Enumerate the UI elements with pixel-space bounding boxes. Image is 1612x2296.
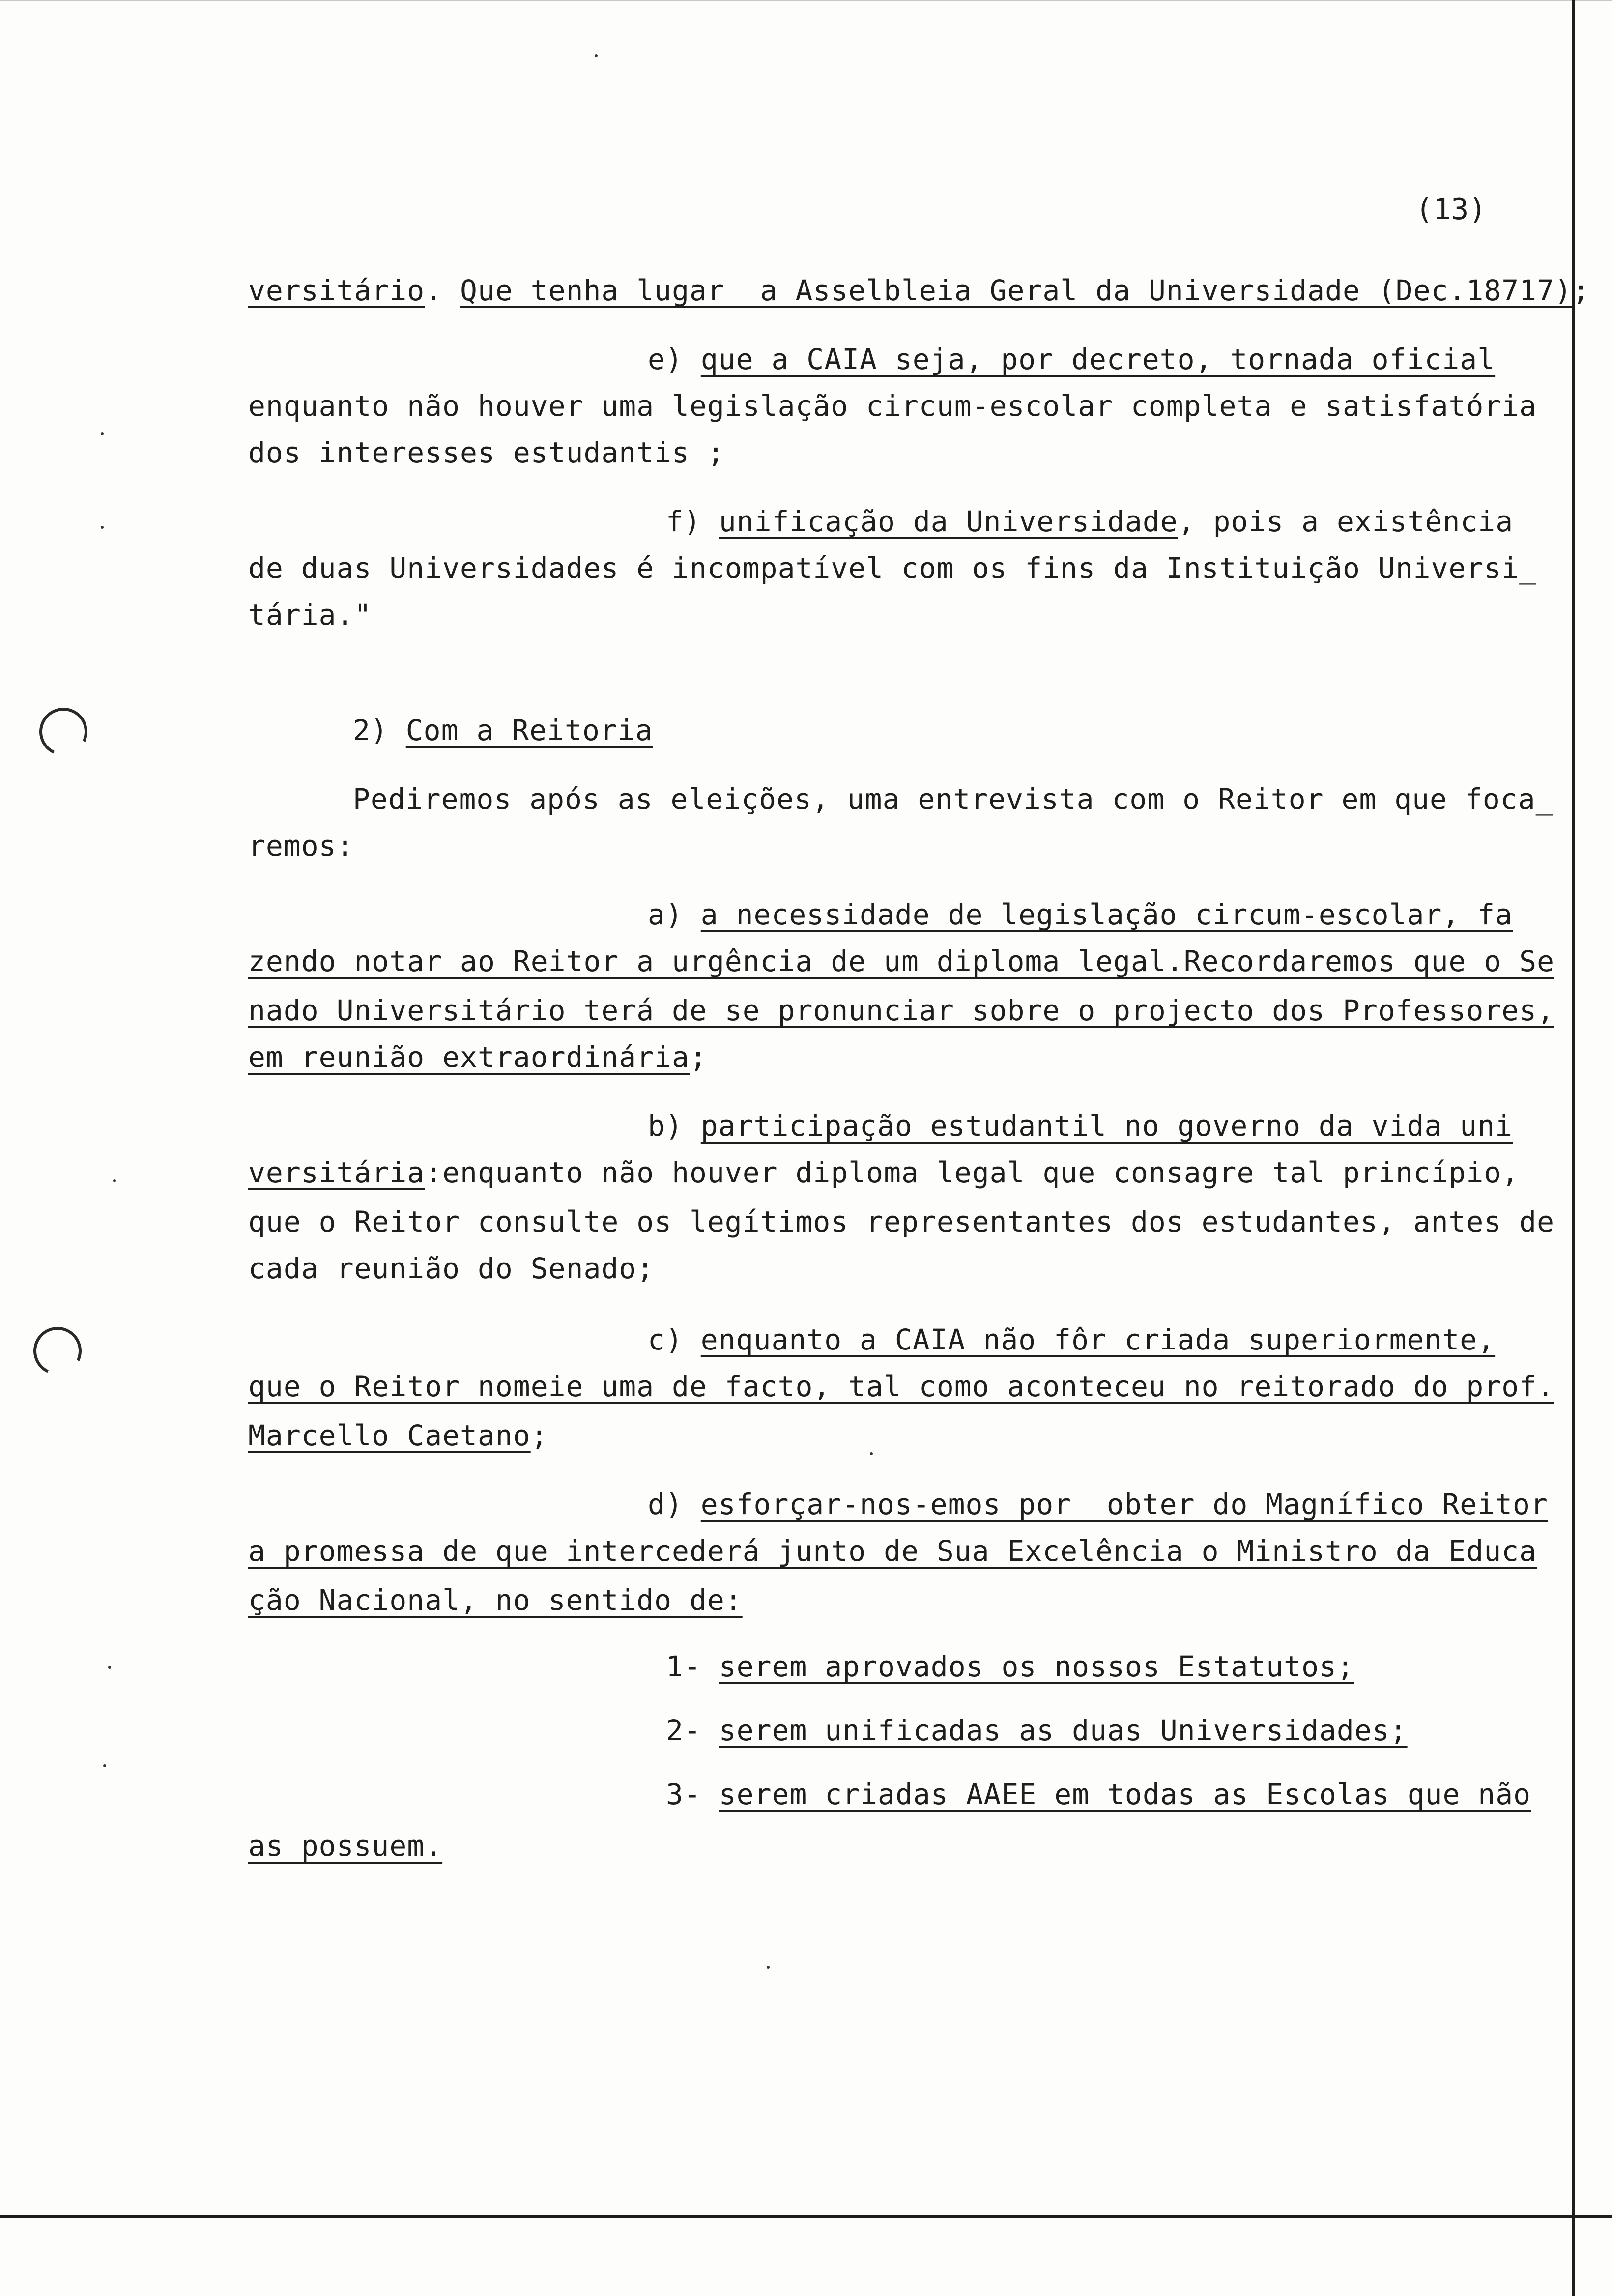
underlined-line: zendo notar ao Reitor a urgência de um diploma legal.Recordaremos que o Se bbox=[248, 945, 1555, 978]
underlined-text: em reunião extraordinária bbox=[248, 1040, 690, 1074]
text-line: remos: bbox=[248, 829, 354, 862]
text-line: de duas Universidades é incompatível com os fins da Instituição Universi_ bbox=[248, 551, 1537, 585]
item-d: d) esforçar-nos-emos por obter do Magnífico Reitor bbox=[648, 1488, 1548, 1521]
numbered-item-2: 2- serem unificadas as duas Universidades; bbox=[666, 1714, 1408, 1747]
item-f: f) unificação da Universidade, pois a existência bbox=[666, 505, 1514, 538]
underlined-line: as possuem. bbox=[248, 1829, 443, 1863]
text-line: Marcello Caetano; bbox=[248, 1419, 548, 1452]
page-top-edge bbox=[0, 0, 1612, 1]
underlined-line: que o Reitor nomeie uma de facto, tal como aconteceu no reitorado do prof. bbox=[248, 1370, 1555, 1403]
underlined-text: a necessidade de legislação circum-escolar, fa bbox=[700, 898, 1513, 931]
underlined-text: enquanto a CAIA não fôr criada superiormente, bbox=[700, 1323, 1496, 1356]
numbered-item-1: 1- serem aprovados os nossos Estatutos; bbox=[666, 1650, 1354, 1683]
text-line: versitária:enquanto não houver diploma legal que consagre tal princípio, bbox=[248, 1156, 1520, 1189]
text-line: dos interesses estudantis ; bbox=[248, 436, 725, 469]
speck bbox=[101, 526, 104, 529]
text-line: em reunião extraordinária; bbox=[248, 1040, 707, 1074]
underlined-text: versitário bbox=[248, 274, 425, 307]
speck bbox=[595, 54, 598, 57]
underlined-line: ção Nacional, no sentido de: bbox=[248, 1583, 743, 1617]
text-line: cada reunião do Senado; bbox=[248, 1252, 655, 1285]
item-c: c) enquanto a CAIA não fôr criada superiormente, bbox=[648, 1323, 1496, 1356]
speck bbox=[113, 1179, 116, 1182]
underlined-text: serem criadas AAEE em todas as Escolas que não bbox=[719, 1778, 1531, 1811]
underlined-text: que a CAIA seja, por decreto, tornada oficial bbox=[700, 343, 1496, 376]
underlined-text: unificação da Universidade bbox=[719, 505, 1178, 538]
underlined-text: serem unificadas as duas Universidades; bbox=[719, 1714, 1408, 1747]
speck bbox=[870, 1452, 873, 1455]
underlined-text: Que tenha lugar a Asselbleia Geral da Universidade (Dec.18717) bbox=[460, 274, 1572, 307]
page-right-edge bbox=[1572, 0, 1575, 2296]
text-line: enquanto não houver uma legislação circum-escolar completa e satisfatória bbox=[248, 389, 1537, 423]
underlined-text: participação estudantil no governo da vida uni bbox=[700, 1109, 1513, 1143]
underlined-text: versitária bbox=[248, 1156, 425, 1189]
item-e: e) que a CAIA seja, por decreto, tornada oficial bbox=[648, 343, 1496, 376]
underlined-line: nado Universitário terá de se pronunciar sobre o projecto dos Professores, bbox=[248, 994, 1555, 1027]
speck bbox=[767, 1966, 770, 1969]
text-line: tária." bbox=[248, 598, 372, 631]
text-line: que o Reitor consulte os legítimos representantes dos estudantes, antes de bbox=[248, 1205, 1555, 1238]
speck bbox=[108, 1666, 111, 1669]
underlined-line: a promessa de que intercederá junto de Sua Excelência o Ministro da Educa bbox=[248, 1534, 1537, 1568]
page-number: (13) bbox=[1415, 192, 1487, 227]
speck bbox=[101, 432, 104, 435]
punch-hole-top bbox=[32, 701, 94, 763]
punch-hole-bottom bbox=[27, 1320, 88, 1382]
underlined-text: esforçar-nos-emos por obter do Magnífico Reitor bbox=[700, 1488, 1548, 1521]
text-line: versitário. Que tenha lugar a Asselbleia Geral da Universidade (Dec.18717); bbox=[248, 274, 1590, 307]
underlined-text: Marcello Caetano bbox=[248, 1419, 531, 1452]
numbered-item-3: 3- serem criadas AAEE em todas as Escolas que não bbox=[666, 1778, 1531, 1811]
section-heading: 2) Com a Reitoria bbox=[353, 714, 653, 747]
page-bottom-edge bbox=[0, 2215, 1612, 2218]
item-b: b) participação estudantil no governo da vida uni bbox=[648, 1109, 1513, 1143]
item-a: a) a necessidade de legislação circum-escolar, fa bbox=[648, 898, 1513, 931]
underlined-text: serem aprovados os nossos Estatutos; bbox=[719, 1650, 1354, 1683]
speck bbox=[103, 1764, 106, 1767]
section-title: Com a Reitoria bbox=[405, 714, 653, 747]
text-line: Pediremos após as eleições, uma entrevista com o Reitor em que foca_ bbox=[353, 782, 1554, 816]
